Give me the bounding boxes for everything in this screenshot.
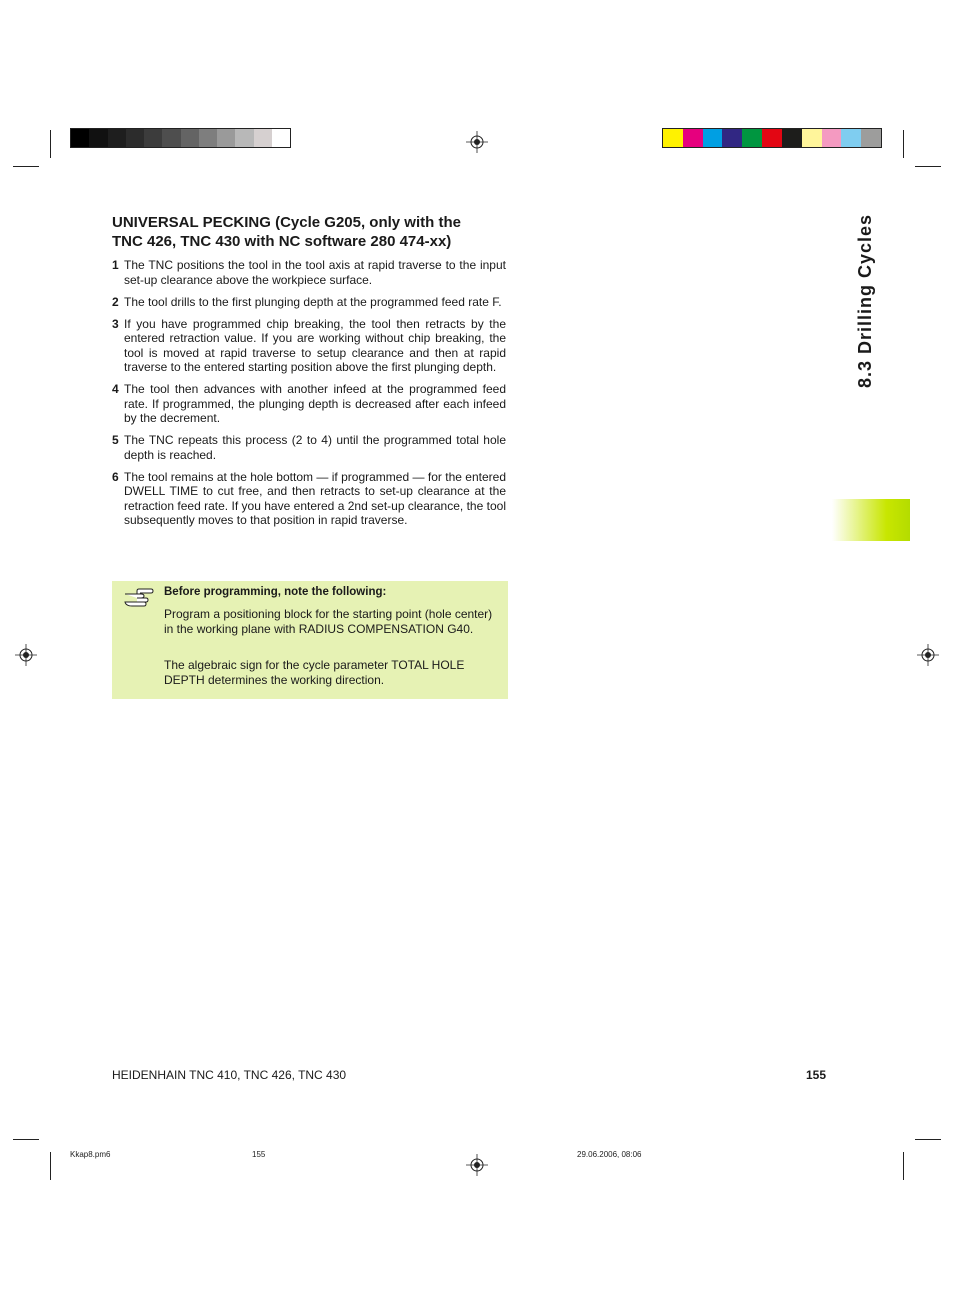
calibration-swatch bbox=[254, 129, 272, 147]
calibration-swatch bbox=[861, 129, 881, 147]
calibration-swatch bbox=[822, 129, 842, 147]
calibration-swatch bbox=[782, 129, 802, 147]
calibration-swatch bbox=[802, 129, 822, 147]
calibration-swatch bbox=[841, 129, 861, 147]
list-item bbox=[112, 470, 506, 528]
calibration-swatch bbox=[762, 129, 782, 147]
calibration-swatch bbox=[663, 129, 683, 147]
footer-product: HEIDENHAIN TNC 410, TNC 426, TNC 430 bbox=[112, 1068, 347, 1082]
registration-mark-icon bbox=[466, 1154, 488, 1176]
gray-calibration-bar bbox=[70, 128, 291, 148]
step-text: The tool then advances with another infeed at the programmed feed rate. If programmed, the plunging depth is decreased after each infeed by the decrement. bbox=[124, 382, 506, 425]
note-paragraph: The algebraic sign for the cycle parameter TOTAL HOLE DEPTH determines the working direction. bbox=[164, 658, 465, 687]
step-text: The tool remains at the hole bottom — if programmed — for the entered DWELL TIME to cut free, and then retracts to set-up clearance at the retraction feed rate. If you have entered a 2nd set-up clearance, the tool subsequently moves to that position in rapid traverse. bbox=[124, 469, 506, 527]
step-number: 6 bbox=[112, 469, 119, 484]
list-item bbox=[112, 433, 506, 462]
section-heading-line-1: UNIVERSAL PECKING (Cycle G205, only with the bbox=[112, 214, 461, 231]
list-item bbox=[112, 295, 506, 310]
crop-mark bbox=[915, 166, 941, 167]
calibration-swatch bbox=[722, 129, 742, 147]
step-number: 3 bbox=[112, 316, 119, 331]
calibration-swatch bbox=[126, 129, 144, 147]
crop-mark bbox=[915, 1139, 941, 1140]
step-text: The TNC positions the tool in the tool axis at rapid traverse to the input set-up clearance above the workpiece surface. bbox=[124, 258, 506, 287]
crop-mark bbox=[13, 166, 39, 167]
crop-mark bbox=[50, 130, 51, 158]
step-number: 1 bbox=[112, 258, 119, 272]
calibration-swatch bbox=[108, 129, 126, 147]
slug-date: 29.06.2006, 08:06 bbox=[577, 1150, 642, 1159]
registration-mark-icon bbox=[466, 131, 488, 153]
step-number: 2 bbox=[112, 294, 119, 309]
step-text: The tool drills to the first plunging depth at the programmed feed rate F. bbox=[124, 294, 502, 309]
section-heading-line-2: TNC 426, TNC 430 with NC software 280 474-xx) bbox=[112, 233, 452, 250]
step-text: If you have programmed chip breaking, the tool then retracts by the entered retraction value. If you are working without chip breaking, the tool is moved at rapid traverse to setup clearance and then at rapid traverse to the entered starting position above the first plunging depth. bbox=[124, 316, 506, 374]
list-item bbox=[112, 382, 506, 426]
note-box bbox=[112, 581, 508, 699]
slug-file: Kkap8.pm6 bbox=[70, 1150, 111, 1159]
calibration-swatch bbox=[181, 129, 199, 147]
calibration-swatch bbox=[742, 129, 762, 147]
crop-mark bbox=[903, 130, 904, 158]
registration-mark-icon bbox=[917, 644, 939, 666]
list-item bbox=[112, 317, 506, 375]
section-heading bbox=[112, 213, 512, 251]
crop-mark bbox=[13, 1139, 39, 1140]
chapter-title-text: 8.3 Drilling Cycles bbox=[855, 213, 875, 388]
calibration-swatch bbox=[71, 129, 89, 147]
slug-page: 155 bbox=[252, 1150, 266, 1159]
calibration-swatch bbox=[703, 129, 723, 147]
page-number: 155 bbox=[806, 1068, 827, 1082]
color-calibration-bar bbox=[662, 128, 882, 148]
pointing-hand-icon bbox=[124, 587, 154, 607]
note-title: Before programming, note the following: bbox=[164, 586, 387, 598]
list-item bbox=[112, 258, 506, 287]
calibration-swatch bbox=[144, 129, 162, 147]
calibration-swatch bbox=[217, 129, 235, 147]
calibration-swatch bbox=[162, 129, 180, 147]
calibration-swatch bbox=[272, 129, 290, 147]
note-paragraph: Program a positioning block for the starting point (hole center) in the working plane with RADIUS COMPENSATION G40. bbox=[164, 607, 493, 636]
calibration-swatch bbox=[199, 129, 217, 147]
step-number: 5 bbox=[112, 433, 119, 447]
calibration-swatch bbox=[89, 129, 107, 147]
chapter-tab bbox=[832, 499, 910, 541]
step-number: 4 bbox=[112, 382, 119, 396]
registration-mark-icon bbox=[15, 644, 37, 666]
calibration-swatch bbox=[235, 129, 253, 147]
step-list bbox=[112, 258, 506, 535]
crop-mark bbox=[903, 1152, 904, 1180]
crop-mark bbox=[50, 1152, 51, 1180]
step-text: The TNC repeats this process (2 to 4) until the programmed total hole depth is reached. bbox=[124, 433, 506, 462]
calibration-swatch bbox=[683, 129, 703, 147]
